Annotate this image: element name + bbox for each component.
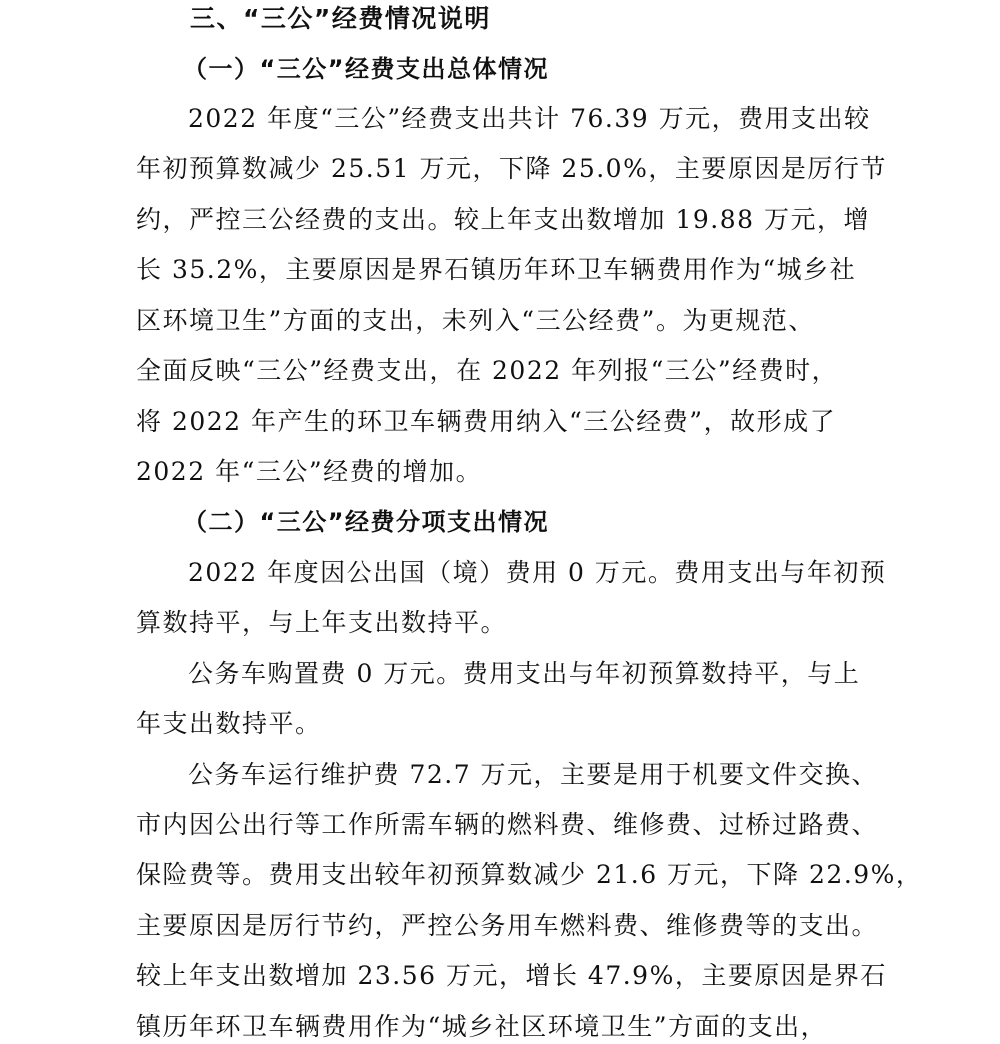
section-title: 三、“三公”经费情况说明 xyxy=(190,4,491,33)
paragraph-line: 约，严控三公经费的支出。较上年支出数增加 19.88 万元，增 xyxy=(136,205,870,234)
paragraph-line: 年初预算数减少 25.51 万元，下降 25.0%，主要原因是厉行节 xyxy=(136,154,887,183)
paragraph-line: 将 2022 年产生的环卫车辆费用纳入“三公经费”，故形成了 xyxy=(136,407,837,436)
paragraph-line: 镇历年环卫车辆费用作为“城乡社区环境卫生”方面的支出， xyxy=(136,1012,828,1041)
paragraph-line: 区环境卫生”方面的支出，未列入“三公经费”。为更规范、 xyxy=(136,306,815,335)
paragraph-line: 2022 年度“三公”经费支出共计 76.39 万元，费用支出较 xyxy=(188,104,871,133)
subsection-1-title: （一）“三公”经费支出总体情况 xyxy=(183,55,550,83)
paragraph-line: 公务车购置费 0 万元。费用支出与年初预算数持平，与上 xyxy=(188,659,861,688)
paragraph-line: 年支出数持平。 xyxy=(136,709,322,738)
paragraph-line: 主要原因是厉行节约，严控公务用车燃料费、维修费等的支出。 xyxy=(136,911,879,940)
paragraph-line: 长 35.2%，主要原因是界石镇历年环卫车辆费用作为“城乡社 xyxy=(136,255,857,284)
paragraph-line: 全面反映“三公”经费支出，在 2022 年列报“三公”经费时， xyxy=(136,356,839,385)
paragraph-line: 保险费等。费用支出较年初预算数减少 21.6 万元，下降 22.9%， xyxy=(136,860,923,889)
paragraph-line: 2022 年度因公出国（境）费用 0 万元。费用支出与年初预 xyxy=(188,558,887,587)
paragraph-line: 较上年支出数增加 23.56 万元，增长 47.9%，主要原因是界石 xyxy=(136,961,887,990)
paragraph-line: 公务车运行维护费 72.7 万元，主要是用于机要文件交换、 xyxy=(188,760,879,789)
subsection-2-title: （二）“三公”经费分项支出情况 xyxy=(183,508,550,536)
paragraph-line: 2022 年“三公”经费的增加。 xyxy=(136,457,483,486)
paragraph-line: 市内因公出行等工作所需车辆的燃料费、维修费、过桥过路费、 xyxy=(136,810,879,839)
paragraph-line: 算数持平，与上年支出数持平。 xyxy=(136,608,508,637)
